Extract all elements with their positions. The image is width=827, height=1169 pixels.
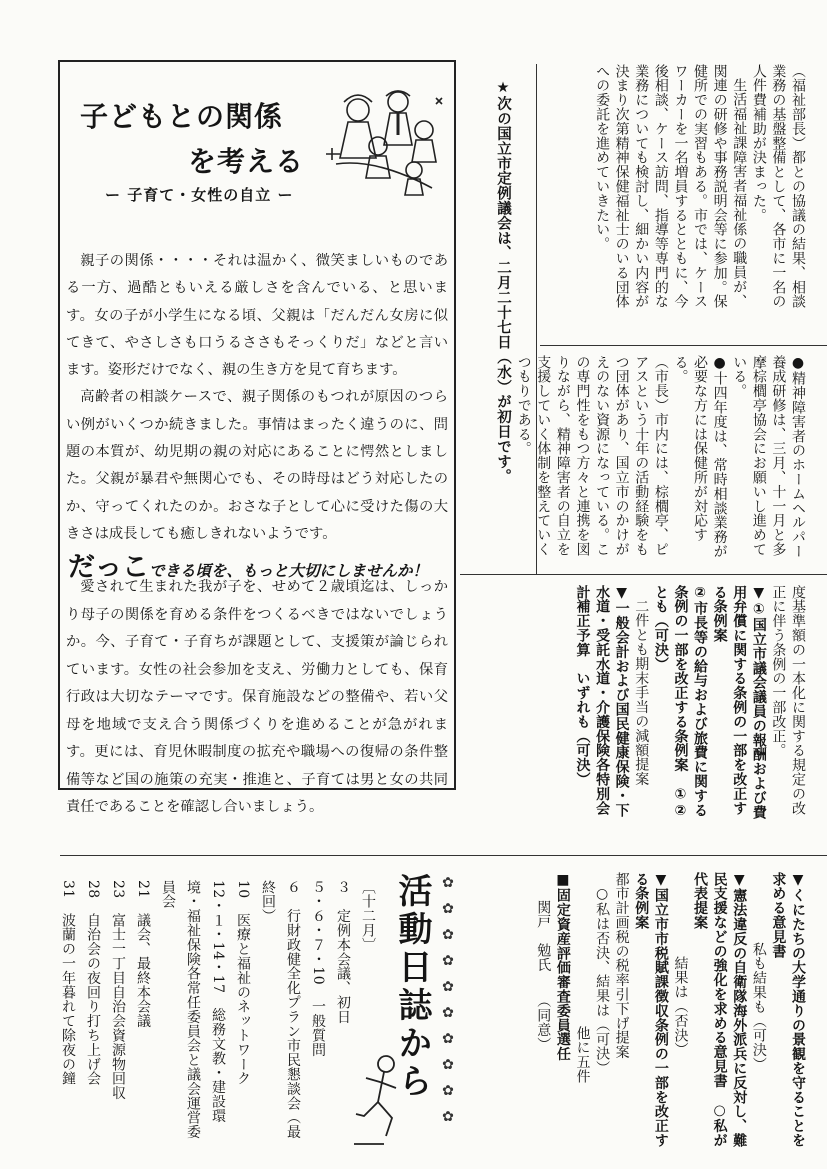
bill-item: ▼一般会計および国民健康保険・下水道・受託水道・介護保険各特別会計補正予算 いずれも（可決） [574,585,630,818]
result-text: ○私は否決、結果は（可決） [594,886,611,1076]
vertical-paragraph: 度基準額の一本化に関する規定の改正に伴う条例の一部改正。 [770,585,806,816]
vertical-paragraph: 都市計画税の税率引下げ提案 [613,872,630,1060]
article-heading2-big: だっこ [68,552,149,583]
article-paragraph: 親子の関係・・・・それは温かく、微笑ましいものである一方、過酷ともいえる厳しさを含んでいる、と思います。女の子が小学生になる頃、父親は「だんだん女房に似てきて、やさしさも口うるささもそっくりだ」などと言います。姿形だけでなく、親の生き方を見て育ちます。 [66,253,448,379]
diary-month: 〔十二月〕 [360,880,376,952]
diary-entry: ５・６・７・10 一般質問 [310,880,326,1058]
bottom-right-block [462,872,807,1152]
diary-entry: 28 自治会の夜回り打ち上げ会 [85,880,101,1086]
diary-entry: ６ 行財政健全化プラン市民懇談会（最終回） [260,880,301,1140]
article-heading2-small: できる頃を、もっと大切にしませんか！ [149,562,429,580]
next-session-note: ★次の国立市定例議会は、二月二十七日（水）が初日です。 [495,80,511,484]
section-divider [60,855,827,856]
resolution-item: ▼憲法違反の自衛隊海外派兵に反対し、難民支援などの強化を求める意見書 ○私が代表提案 [692,872,748,1148]
divider [536,64,537,574]
result-text: 私も結果も（可決） [750,942,767,1072]
appointment-item: ■固定資産評価審査委員選任 [554,872,571,1062]
diary-entry: ３ 定例本会議、初日 [335,880,351,1024]
vertical-paragraph: 生活福祉課障害者福祉係の職員が、関連の研修や事務説明会等に参加。保健所での実習もある。市では、ケースワーカーを一名増員するとともに、今後相談、ケース訪問、指導等専門的な業務についても検討し、細かい内容が決まり次第精神保健福祉士のいる団体への委託を進めていきたい。 [594,64,748,309]
vertical-paragraph: 二件とも期末手当の減額提案 [633,599,650,787]
vertical-paragraph: ●十四年度は、常時相談業務が必要な方には保健所が対応する。 [672,355,728,559]
diary-entry: 23 富士一丁目自治会資源物回収 [110,880,126,1101]
family-illustration-icon [318,84,446,202]
divider [540,345,827,346]
result-text: 結果は（否決） [672,956,689,1057]
divider [460,574,827,575]
article-paragraph: 高齢者の相談ケースで、親子関係のもつれが原因のつらい例がいくつか続きました。事情はまったく違うのに、問題の本質が、幼児期の親の対応にあることに愕然としました。父親が暴君や無関心でも、その時母はどう対応したのか、守ってくれたのか。おさな子として心に受けた傷の大きさは成長しても癒しきれないようです。 [66,389,448,542]
article-body-section2 [66,574,448,822]
flower-border-icon: ✿✿✿✿✿✿✿✿✿✿ [440,875,456,1135]
diary-entry: 12・１・14・17 総務文教・建設環境・福祉保険各常任委員会と議会運営委員会 [160,880,226,1140]
article-paragraph: 愛されて生まれた我が子を、せめて２歳頃迄は、しっかり母子の関係を育める条件をつくるべきではないでしょうか。今、子育て・子育ちが課題として、支援策が論じられています。女性の社会参加を支え、労働力としても、保育行政は大切なテーマです。保育施設などの整備や、若い父母を地域で支え合う関係づくりを進めることが急がれます。更には、育児休暇制度の拡充や職場への復帰の条件整備等など国の施策の充実・推進と、子育ては男と女の共同責任であることを確認し合いましょう。 [66,579,448,815]
article-subtitle: ー 子育て・女性の自立 ー [105,186,294,204]
vertical-paragraph: ●精神障害者のホームヘルパー養成研修は、三月、十一月と多摩棕櫚亭協会にお願いし進めている。 [731,355,806,559]
diary-entry: 31 波蘭の一年暮れて除夜の鐘 [60,880,76,1086]
top-right-col-c [515,355,807,567]
resolution-item: ▼国立市市税賦課徴収条例の一部を改正する条例案 [633,872,669,1148]
diary-entry: 21 議会、最終本会議 [135,880,151,1029]
article-body-section1 [66,248,448,548]
diary-entries [60,880,380,1150]
bill-item: ②市長等の給与および旅費に関する条例の一部を改正する条例案 ①②とも（可決） [652,585,709,820]
bill-item: ▼①国立市議会議員の報酬および費用弁償に関する条例の一部を改正する条例案 [711,585,767,820]
appointee-name: 関戸 勉氏 [535,900,552,972]
resolution-item: ▼くにたちの大学通りの景観を守ることを求める意見書 [770,872,806,1148]
top-right-col-a [594,64,807,319]
vertical-paragraph: （市長）市内には、棕櫚亭、ピアスという十年の活動経験をもつ団体があり、国立市のかけがえのない資源になっている。この専門性をもつ方々と連携を図りながら、精神障害者の自立を支援していく体制を整えていくつもりである。 [515,355,669,557]
vertical-paragraph: （福祉部長）都との協議の結果、相談業務の基盤整備として、各市に一名の人件費補助が決まった。 [750,64,806,309]
article-title-line1: 子どもとの関係 [80,100,284,133]
others-text: 他に五件 [574,1026,591,1084]
middle-right-block [462,585,807,825]
article-title-line2: を考える [188,145,305,178]
diary-title: 活動日誌から [392,873,432,1101]
result-text: （同意） [535,1000,552,1052]
diary-entry: 10 医療と福祉のネットワーク [235,880,251,1086]
